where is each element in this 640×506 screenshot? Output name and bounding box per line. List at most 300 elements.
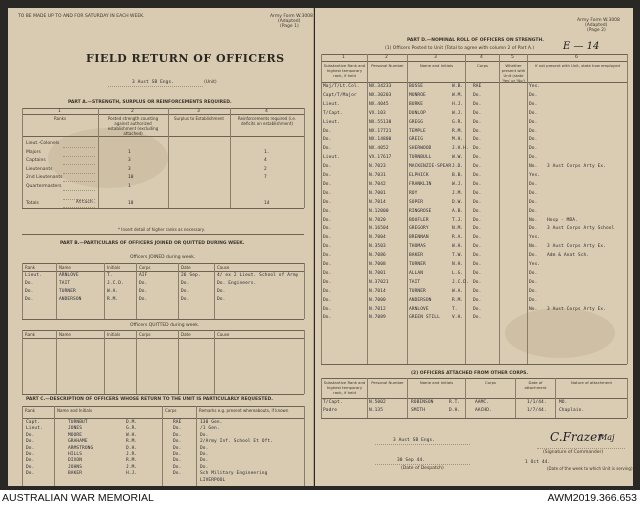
table-cell: VX.103 <box>369 110 386 116</box>
posted-value: 3 <box>128 166 131 172</box>
table-cell: Do. <box>529 146 538 152</box>
table-cell: J.M. <box>452 190 464 196</box>
part-d-reference: E — 14 <box>563 41 600 52</box>
table-cell: N.M. <box>452 226 464 232</box>
table-cell: N.7014 <box>369 199 386 205</box>
table-cell: Do. <box>473 235 482 241</box>
table-cell: DIXON <box>68 458 83 464</box>
reinforcement-value: 4 <box>264 158 267 164</box>
table-cell: Do. <box>473 146 482 152</box>
table-cell: GRAHAME <box>68 439 88 445</box>
column-header: Date of attachment <box>524 380 547 390</box>
column-header: Initials <box>107 332 121 337</box>
rule-line <box>22 114 304 115</box>
column-number: 3 <box>434 55 437 60</box>
table-cell: R.M. <box>107 297 119 302</box>
table-cell: 130 Gen. <box>200 420 223 425</box>
table-cell: 3 Aust Corps Arty School <box>547 226 615 232</box>
table-cell: N.7008 <box>369 262 386 267</box>
table-cell: FRANKLIN <box>409 181 432 187</box>
table-cell: Do. <box>529 297 538 303</box>
table-cell: Sch Military Engineering <box>200 471 268 477</box>
rule-line <box>22 108 304 109</box>
table-cell: Do. <box>323 137 332 143</box>
rule-line <box>63 190 95 191</box>
table-cell: NX.17721 <box>369 128 392 134</box>
rule-line <box>407 54 408 364</box>
form-id: Army Form W.3008 <box>270 14 313 19</box>
rule-line <box>178 263 179 319</box>
table-cell: M.H. <box>452 137 464 143</box>
unit-value: 3 Aust SB Engs. <box>132 80 175 85</box>
rule-line <box>136 330 137 394</box>
table-cell: Do. <box>323 270 332 276</box>
table-cell: W.A. <box>452 288 464 294</box>
table-cell: Do. <box>529 137 538 143</box>
rule-line <box>56 330 57 394</box>
rule-line <box>321 418 627 419</box>
table-cell: Do. <box>473 306 482 312</box>
table-cell: Capt/T/Major <box>323 92 357 98</box>
table-cell: Do. <box>529 181 538 187</box>
table-cell: 1/7/44. <box>527 408 547 413</box>
reinforcement-value: 2 <box>264 166 267 172</box>
posted-value: 3 <box>128 158 131 164</box>
part-d-title: PART D.—NOMINAL ROLL OF OFFICERS ON STRENGTH. <box>407 38 544 43</box>
table-cell: Do. <box>173 464 182 470</box>
table-cell: N.7012 <box>369 306 386 312</box>
rule-line <box>98 108 99 208</box>
column-header: Corps <box>477 63 488 68</box>
table-cell: GREIG <box>409 137 424 143</box>
table-cell: Do. <box>323 190 332 196</box>
table-cell: Yes. <box>529 262 541 267</box>
table-cell: Do. <box>529 279 538 285</box>
rule-line <box>168 108 169 208</box>
table-cell: Do. <box>529 226 538 232</box>
table-cell: SOPER <box>409 199 424 205</box>
insert-note: * Insert detail of higher ranks as necessary. <box>118 227 205 232</box>
table-cell: Do. <box>473 137 482 143</box>
table-cell: Do. <box>26 432 35 438</box>
table-cell: Chaplain. <box>559 408 585 413</box>
table-cell: Adm & Anat Sch. <box>547 253 590 259</box>
table-cell: Yes. <box>529 84 541 89</box>
table-cell: Do. <box>25 289 34 294</box>
table-cell: Do. <box>139 289 148 294</box>
table-cell: T.W. <box>452 253 464 259</box>
table-cell: G.R. <box>452 119 464 125</box>
rule-line <box>63 164 95 165</box>
week-label: (Date of the week to which Unit is serving) <box>547 466 633 471</box>
table-cell: W.A. <box>107 289 119 294</box>
rule-line <box>304 108 305 208</box>
left-page <box>8 8 314 486</box>
column-header: Corps <box>139 332 151 337</box>
rule-line <box>22 319 304 320</box>
part-c-title: PART C.—DESCRIPTION OF OFFICERS WHOSE RETURN TO THE UNIT IS PARTICULARLY REQUESTED. <box>26 397 273 402</box>
table-cell: N.7086 <box>369 253 386 259</box>
accession-number: AWM2019.366.653 <box>547 492 637 504</box>
table-cell: Do. <box>323 235 332 241</box>
table-cell: Do. <box>473 270 482 276</box>
table-cell: Do. <box>473 155 482 161</box>
table-cell: J.C.D. <box>452 279 469 285</box>
posted-value: 10 <box>128 175 134 181</box>
rule-line <box>214 330 215 394</box>
table-cell: Do. <box>173 458 182 464</box>
column-header: Initials <box>107 265 121 270</box>
table-cell: Do. <box>323 226 332 232</box>
table-cell: Do. <box>200 464 209 470</box>
table-cell: RAE <box>473 84 482 89</box>
table-cell: Do. <box>173 471 182 477</box>
table-cell: H.J. <box>452 101 464 107</box>
table-cell: Do. <box>473 226 482 232</box>
rule-line <box>63 156 95 157</box>
column-header: Date <box>181 332 191 337</box>
table-cell: G.R. <box>126 426 138 432</box>
column-header: Rank <box>25 408 35 413</box>
rule-line <box>104 263 105 319</box>
rule-line <box>22 418 304 419</box>
table-cell: LIVERPOOL <box>200 477 226 483</box>
table-cell: N.7089 <box>369 315 386 321</box>
table-cell: T. <box>107 273 113 278</box>
table-cell: R.M. <box>126 439 138 445</box>
column-number: 1 <box>342 55 345 60</box>
table-cell: Do. <box>26 471 35 477</box>
table-cell: NX.4045 <box>369 101 389 107</box>
rule-line <box>196 406 197 486</box>
rule-line <box>22 330 23 394</box>
top-note: TO BE MADE UP TO AND FOR SATURDAY IN EACH WEEK. <box>18 14 145 19</box>
part-b-title: PART B.—PARTICULARS OF OFFICERS JOINED OR QUITTED DURING WEEK. <box>60 241 245 246</box>
table-cell: W.J. <box>452 181 464 187</box>
table-cell: BURKE <box>409 101 424 107</box>
table-cell: Do. <box>323 173 332 178</box>
table-cell: Do. <box>26 452 35 457</box>
column-header: Corps <box>139 265 151 270</box>
attached-title: (2) OFFICERS ATTACHED FROM OTHER CORPS. <box>411 371 529 376</box>
table-cell: 2/Army Inf. School Et Oft. <box>200 439 274 445</box>
form-sub: (Adapted) <box>278 19 301 24</box>
table-cell: Do. <box>200 458 209 464</box>
table-cell: N.37021 <box>369 279 389 285</box>
table-cell: Do. <box>323 181 332 187</box>
despatch-date: 30 Sep 44. <box>397 458 426 463</box>
rule-line <box>22 271 304 272</box>
rank-label: 2nd Lieutenants <box>26 175 63 181</box>
table-cell: ARNLOVE <box>59 273 79 278</box>
column-number: 6 <box>575 55 578 60</box>
reinforcement-value: 14 <box>264 201 270 207</box>
reinforcement-value: 7 <box>264 175 267 181</box>
table-cell: Do. <box>529 190 538 196</box>
rank-label: Totals <box>26 201 39 207</box>
table-cell: ANDERSON <box>409 297 432 303</box>
rule-line <box>22 108 23 208</box>
rule-line <box>56 263 57 319</box>
table-cell: No. <box>529 217 538 223</box>
table-cell: No. <box>529 306 538 312</box>
table-cell: Do. <box>200 445 209 451</box>
table-cell: N.12000 <box>369 208 389 214</box>
table-cell: Do. <box>26 445 35 451</box>
table-cell: Yes. <box>529 235 541 241</box>
rule-line <box>321 364 627 365</box>
table-cell: Maj/T/Lt.Col. <box>323 84 360 89</box>
table-cell: Lieut. <box>323 101 340 107</box>
table-cell: Do. <box>139 297 148 302</box>
table-cell: 3 Aust Corps Arty Ex. <box>547 164 606 170</box>
form-sub: (Adapted) <box>585 23 608 28</box>
table-cell: MACKENZIE-SPEAR <box>409 164 452 170</box>
table-cell: BAKER <box>409 253 424 259</box>
column-number: 4 <box>480 55 483 60</box>
table-cell: Do. <box>323 253 332 259</box>
column-header: Substantive Rank and highest temporary rank, if held <box>323 63 366 78</box>
column-header: Surplus to Establishment <box>173 116 225 121</box>
table-cell: Do. <box>200 452 209 457</box>
rule-line <box>63 147 95 148</box>
rule-line <box>22 338 304 339</box>
table-cell: N.7000 <box>369 297 386 303</box>
table-cell: Do. <box>529 101 538 107</box>
table-cell: NX.30203 <box>369 92 392 98</box>
footer-bar <box>0 490 640 506</box>
table-cell: TURNER <box>409 288 426 294</box>
table-cell: R.M. <box>452 128 464 134</box>
rule-line <box>304 406 305 486</box>
table-cell: Do. <box>323 164 332 170</box>
rule-line <box>367 54 368 364</box>
table-cell: Do. <box>217 289 226 294</box>
table-cell: T/Capt. <box>323 110 343 116</box>
quitted-title: Officers QUITTED during week. <box>130 323 200 328</box>
unit-value: 3 Aust SB Engs. <box>393 438 436 443</box>
joined-title: Officers JOINED during week. <box>130 255 196 260</box>
table-cell: Hosp - MDA. <box>547 217 578 223</box>
column-header: Name and Initials <box>419 380 454 385</box>
table-cell: ALLAN <box>409 270 424 276</box>
table-cell: Do. <box>200 432 209 438</box>
rule-line <box>63 173 95 174</box>
table-cell: SMITH <box>411 408 426 413</box>
table-cell: Lieut. <box>323 155 340 161</box>
table-cell: Do. <box>173 452 182 457</box>
table-cell: Do. <box>473 173 482 178</box>
table-cell: Do. <box>473 128 482 134</box>
rule-line <box>22 263 23 319</box>
week-value: 1 Oct 44. <box>525 460 551 465</box>
commander-signature: C.Frazer <box>550 430 603 444</box>
rank-label: Quartermasters <box>26 184 62 189</box>
table-cell: W.H. <box>452 244 464 250</box>
column-header: Name and Initials <box>419 63 454 68</box>
table-cell: L.G. <box>452 270 464 276</box>
table-cell: W.W. <box>452 155 464 161</box>
rule-line <box>63 181 95 182</box>
table-cell: TURNER <box>409 262 426 267</box>
table-cell: 3 Aust Corps Arty Ex. <box>547 244 606 250</box>
table-cell: 26 Sep. <box>181 273 201 278</box>
table-cell: BAKER <box>68 471 83 477</box>
column-header: Rank <box>25 332 35 337</box>
table-cell: GREGORY <box>409 226 429 232</box>
column-header: Rank <box>25 265 35 270</box>
table-cell: D.H. <box>449 408 461 413</box>
column-header: Whether present with Unit (state 'Yes' or 'No') <box>501 63 526 83</box>
table-cell: NX.14800 <box>369 137 392 143</box>
table-cell: SHERWOOD <box>409 146 432 152</box>
table-cell: TURNER <box>59 289 76 294</box>
table-cell: Do. <box>323 217 332 223</box>
table-cell: T/Capt. <box>323 400 343 405</box>
table-cell: ARNLOVE <box>409 306 429 312</box>
rule-line <box>22 136 304 137</box>
table-cell: Lieut. <box>323 119 340 125</box>
table-cell: Do. <box>181 289 190 294</box>
table-cell: Capt. <box>26 420 41 425</box>
table-cell: N.7001 <box>369 190 386 196</box>
column-number: 4 <box>265 109 268 114</box>
rule-line <box>22 406 304 407</box>
table-cell: Do. <box>529 208 538 214</box>
column-header: Date <box>181 265 191 270</box>
rule-line <box>407 378 408 418</box>
table-cell: Do. <box>26 439 35 445</box>
table-cell: AAMC. <box>475 400 490 405</box>
table-cell: 3 Aust Corps Arty Ex. <box>547 306 606 312</box>
table-cell: JONES <box>68 426 83 432</box>
table-cell: Do. <box>139 281 148 286</box>
table-cell: D.W. <box>452 199 464 205</box>
posted-value: 1 <box>128 184 131 189</box>
table-cell: DUNLOP <box>409 110 426 116</box>
column-header: Personal Number <box>371 63 404 68</box>
table-cell: D.M. <box>126 420 138 425</box>
table-cell: AIF <box>139 273 148 278</box>
part-d-subtitle: (1) Officers Posted to Unit (Total to agree with column 2 of Part A.) <box>385 46 535 51</box>
table-cell: W.B. <box>452 84 464 89</box>
column-header: Corps <box>165 408 177 413</box>
right-page <box>315 8 633 486</box>
table-cell: Do. <box>323 297 332 303</box>
table-cell: N.16504 <box>369 226 389 232</box>
table-cell: J.C.D. <box>107 281 124 286</box>
table-cell: Do. <box>473 279 482 285</box>
table-cell: Do. <box>181 297 190 302</box>
table-cell: RAE <box>173 420 182 425</box>
table-cell: Do. <box>323 146 332 152</box>
table-cell: NX.55130 <box>369 119 392 125</box>
table-cell: Do. <box>473 119 482 125</box>
table-cell: Do. <box>473 244 482 250</box>
table-cell: RINGROSE <box>409 208 432 214</box>
rule-line <box>22 330 304 331</box>
table-cell: V.H. <box>452 315 464 321</box>
table-cell: Do. <box>323 279 332 285</box>
table-cell: MUNROE <box>409 92 426 98</box>
table-cell: Do. <box>473 101 482 107</box>
table-cell: N.7042 <box>369 181 386 187</box>
table-cell: N.135 <box>369 408 384 413</box>
rule-line <box>515 378 516 418</box>
column-header: Name <box>59 265 71 270</box>
table-cell: TAIT <box>59 281 71 286</box>
rule-line <box>22 394 304 395</box>
table-cell: N.H. <box>452 262 464 267</box>
table-cell: TURNBUT <box>68 420 88 425</box>
table-cell: GREEN STILL <box>409 315 440 321</box>
table-cell: Do. <box>529 110 538 116</box>
table-cell: W.H. <box>126 432 138 438</box>
table-cell: Do. <box>323 306 332 312</box>
table-cell: VX.17617 <box>369 155 392 161</box>
table-cell: N.7014 <box>369 288 386 294</box>
table-cell: Do. <box>473 253 482 259</box>
table-cell: Do. <box>26 464 35 470</box>
rule-line <box>22 234 304 235</box>
table-cell: Do. <box>26 458 35 464</box>
table-cell: W.J. <box>452 110 464 116</box>
table-cell: BOUFLER <box>409 217 429 223</box>
table-cell: Do. <box>473 208 482 214</box>
table-cell: 4/ ex 2 Lieut. School of Army <box>217 273 299 278</box>
table-cell: R.M. <box>126 458 138 464</box>
table-cell: N.7020 <box>369 217 386 223</box>
archive-credit: AUSTRALIAN WAR MEMORIAL <box>2 492 154 504</box>
table-cell: Do. <box>529 92 538 98</box>
table-cell: Do. <box>473 199 482 205</box>
table-cell: Do. <box>173 426 182 432</box>
table-cell: Do. <box>529 253 538 259</box>
rule-line <box>22 208 304 209</box>
table-cell: W.M. <box>452 92 464 98</box>
signature-label: (Signature of Commander) <box>543 450 604 455</box>
table-cell: /1 Gen. <box>200 426 220 432</box>
table-cell: N.5002 <box>369 400 386 405</box>
column-number: 2 <box>131 109 134 114</box>
table-cell: Do. <box>25 281 34 286</box>
column-header: Reinforcements required (i.e. deficits on establishment) <box>237 116 297 126</box>
table-cell: No. <box>529 164 538 170</box>
table-cell: Do. <box>529 119 538 125</box>
column-number: 3 <box>197 109 200 114</box>
table-cell: J.H.H. <box>452 146 469 152</box>
table-cell: NX.34233 <box>369 84 392 89</box>
table-cell: Do. <box>217 297 226 302</box>
table-cell: Do. <box>323 262 332 267</box>
table-cell: Do. <box>173 445 182 451</box>
paper-stain <box>48 128 168 188</box>
table-cell: Padre <box>323 408 338 413</box>
table-cell: N.7031 <box>369 173 386 178</box>
part-a-title: PART A.—STRENGTH, SURPLUS OR REINFORCEMENTS REQUIRED. <box>68 100 232 105</box>
rank-label: Captains <box>26 158 46 164</box>
table-cell: THOMAS <box>409 244 426 250</box>
column-header: Personal Number <box>371 380 404 385</box>
table-cell: TEMPLE <box>409 128 426 134</box>
table-cell: Do. <box>529 288 538 294</box>
table-cell: Do. <box>473 315 482 321</box>
rule-line <box>22 406 23 486</box>
table-cell: Do. <box>181 281 190 286</box>
table-cell: ELPHICK <box>409 173 429 178</box>
page-number: (Page 2) <box>587 28 606 33</box>
rule-line <box>214 263 215 319</box>
